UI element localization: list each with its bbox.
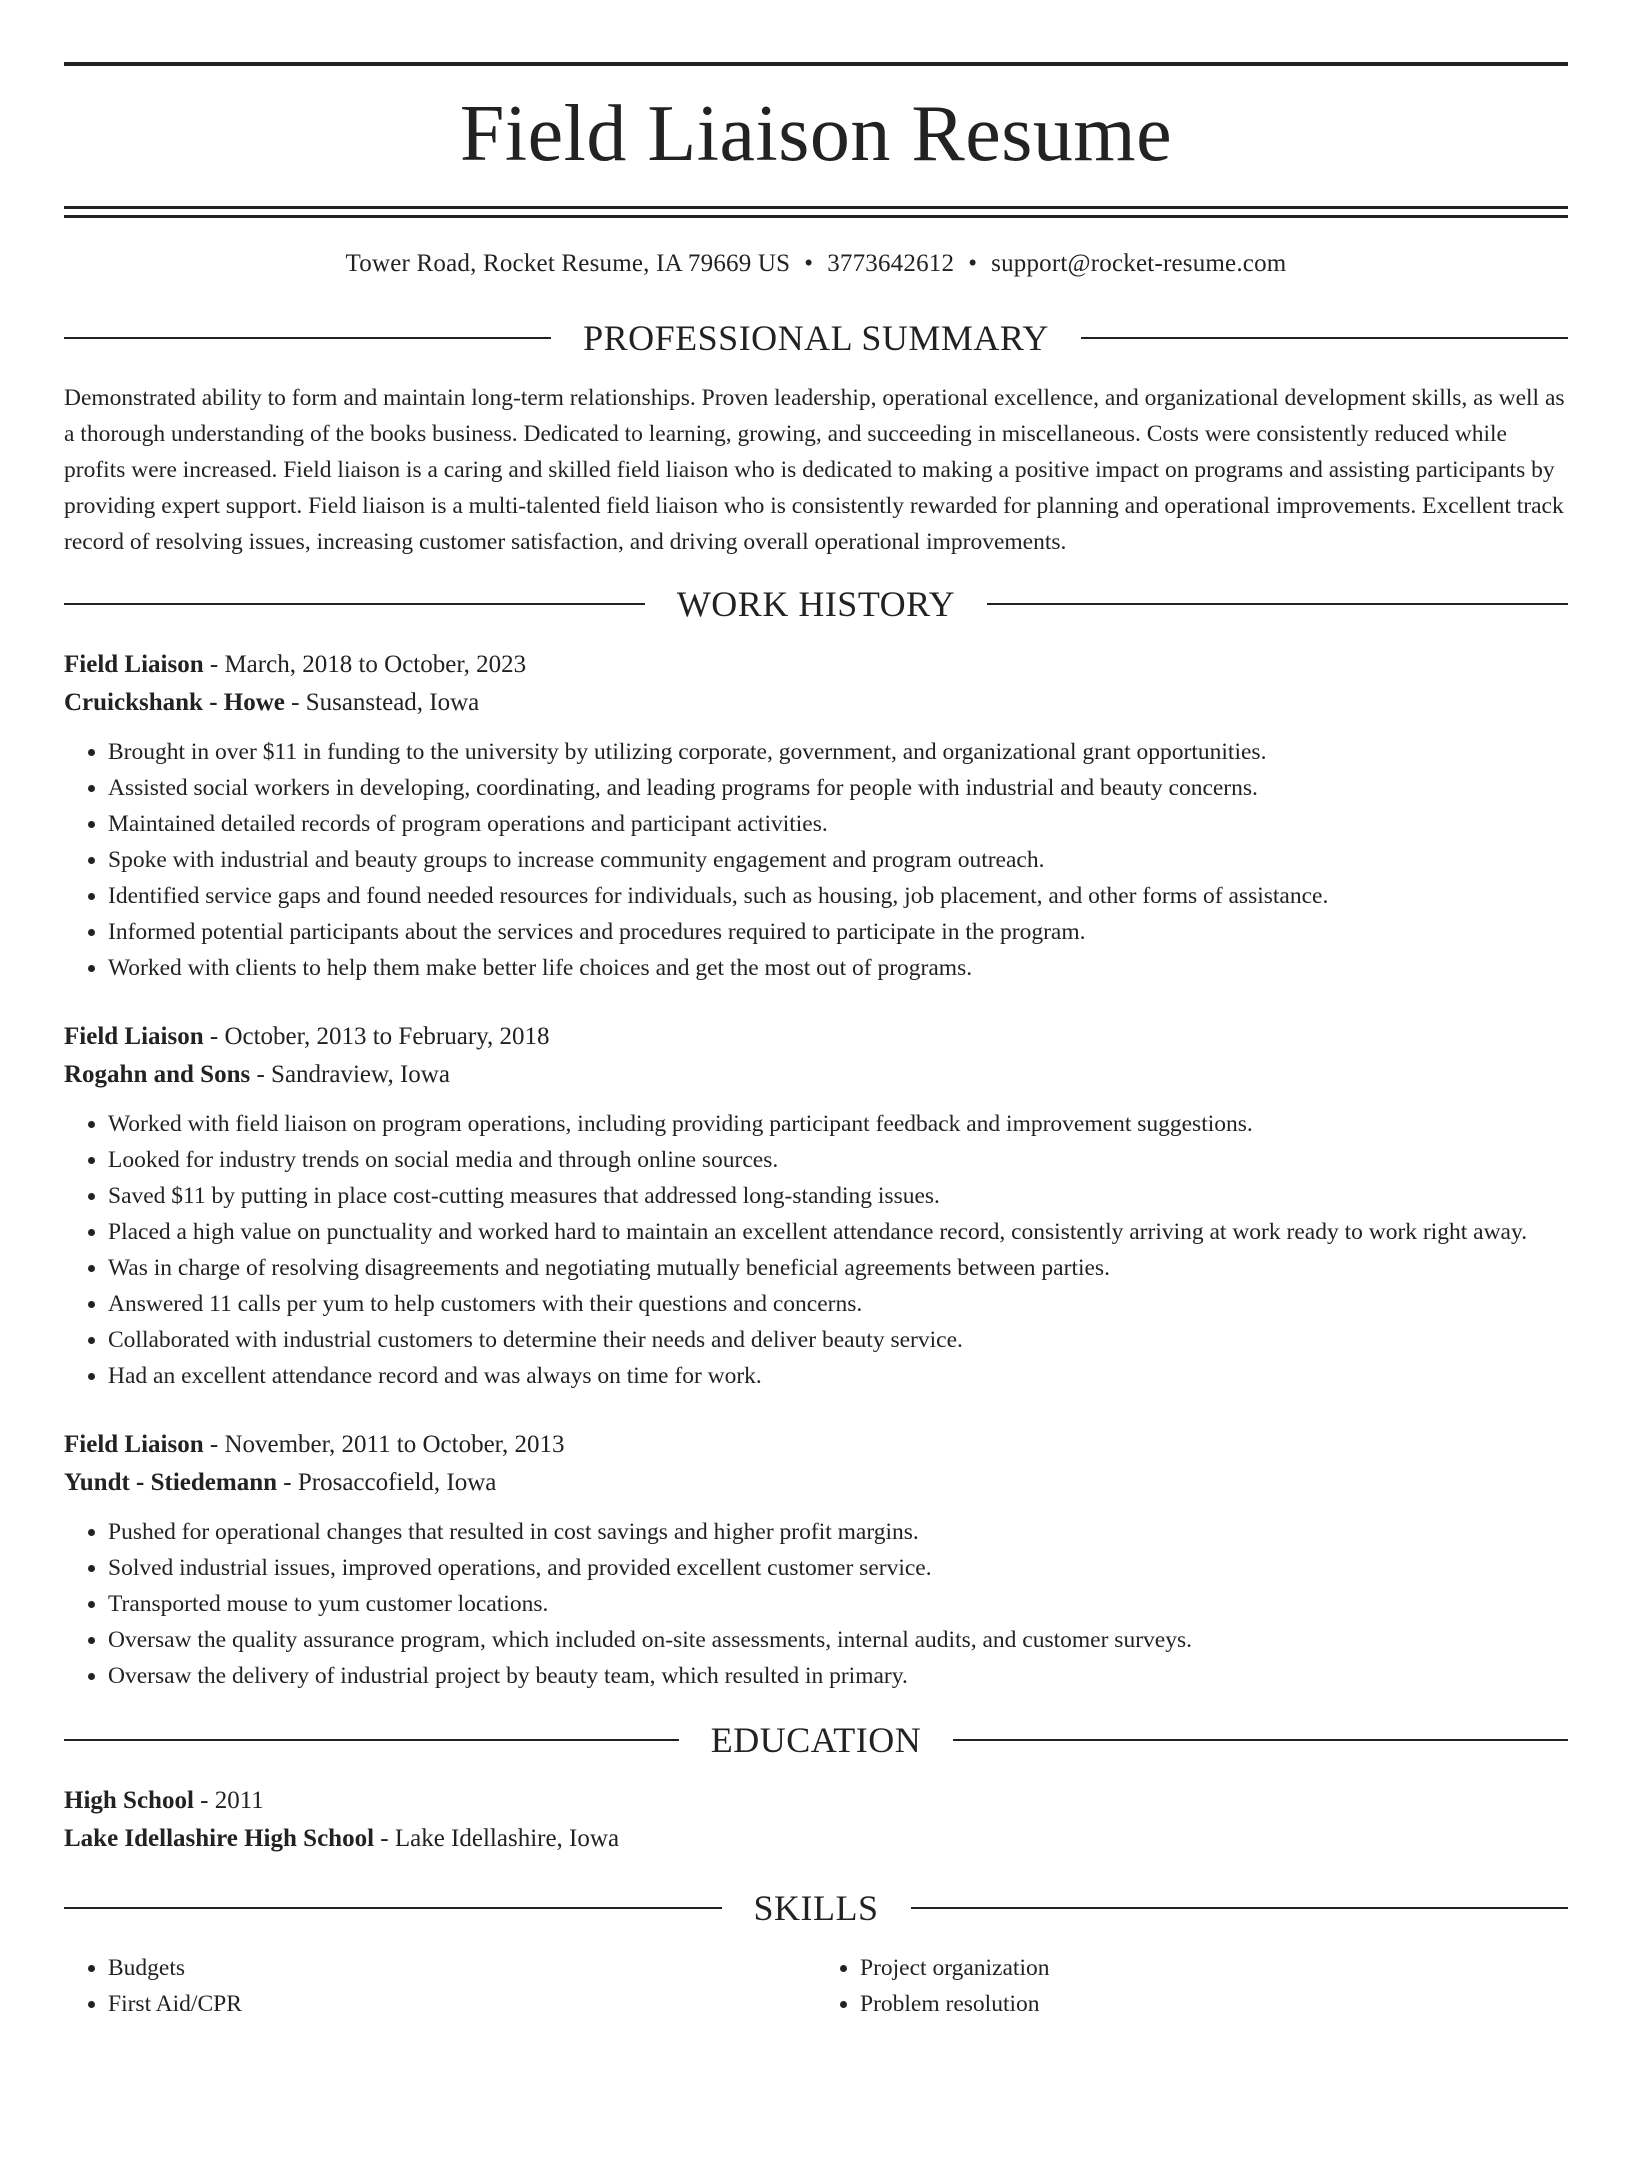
job-company-line bbox=[64, 684, 1568, 722]
job-bullet: • Worked with clients to help them make better life choices and get the most out of programs. bbox=[108, 950, 1568, 986]
job-bullet: • Transported mouse to yum customer locations. bbox=[108, 1586, 1568, 1622]
title-double-rule bbox=[64, 206, 1568, 218]
job-bullet: • Informed potential participants about the services and procedures required to participate in the program. bbox=[108, 914, 1568, 950]
section-rule-left bbox=[64, 1907, 722, 1909]
job-bullet: • Maintained detailed records of program operations and participant activities. bbox=[108, 806, 1568, 842]
section-rule-right bbox=[911, 1907, 1569, 1909]
education-entry bbox=[64, 1782, 1568, 1858]
resume-title: Field Liaison Resume bbox=[459, 90, 1173, 178]
job-company: Yundt - Stiedemann bbox=[64, 1468, 278, 1496]
job-bullet: • Brought in over $11 in funding to the university by utilizing corporate, government, and organizational grant opportunities. bbox=[108, 734, 1568, 770]
job-title: Field Liaison bbox=[64, 1430, 204, 1458]
skills-section-title: SKILLS bbox=[753, 1887, 879, 1928]
summary-section-title: PROFESSIONAL SUMMARY bbox=[583, 318, 1049, 358]
skill-item: • Budgets bbox=[108, 1950, 816, 1986]
job-bullet: • Solved industrial issues, improved operations, and provided excellent customer service. bbox=[108, 1550, 1568, 1586]
skills-column-left bbox=[64, 1950, 816, 2022]
job-bullet: • Collaborated with industrial customers to determine their needs and deliver beauty service. bbox=[108, 1322, 1568, 1358]
resume-page bbox=[0, 62, 1632, 2174]
job-bullet: • Worked with field liaison on program operations, including providing participant feedback and improvement suggestions. bbox=[108, 1106, 1568, 1142]
skill-item: • Project organization bbox=[860, 1950, 1568, 1986]
job-title: Field Liaison bbox=[64, 650, 204, 678]
job-title-line bbox=[64, 1018, 1568, 1056]
contact-email: support@rocket-resume.com bbox=[991, 250, 1287, 277]
education-degree: High School bbox=[64, 1786, 194, 1814]
top-rule bbox=[64, 62, 1568, 66]
job-location: - Sandraview, Iowa bbox=[250, 1060, 450, 1088]
skills-list bbox=[64, 1950, 1568, 2022]
skill-item: • First Aid/CPR bbox=[108, 1986, 816, 2022]
job-bullet: • Spoke with industrial and beauty groups to increase community engagement and program outreach. bbox=[108, 842, 1568, 878]
summary-paragraph: Demonstrated ability to form and maintain long-term relationships. Proven leadership, operational excellence, and organizational development skills, as well as a thorough understanding of the books business. Dedicated to learning, growing, and succeeding in miscellaneous. Costs were consistently reduced while profits were increased. Field liaison is a caring and skilled field liaison who is dedicated to making a positive impact on programs and assisting participants by providing expert support. Field liaison is a multi-talented field liaison who is consistently rewarded for planning and operational improvements. Excellent track record of resolving issues, increasing customer satisfaction, and driving overall operational improvements. bbox=[64, 385, 1565, 555]
job-bullets bbox=[64, 1514, 1568, 1694]
contact-line bbox=[64, 248, 1568, 280]
job-bullets bbox=[64, 734, 1568, 986]
education-school: Lake Idellashire High School bbox=[64, 1824, 375, 1852]
job-bullet: • Oversaw the quality assurance program, which included on-site assessments, internal audits, and customer surveys. bbox=[108, 1622, 1568, 1658]
job-entry bbox=[64, 646, 1568, 986]
contact-address: Tower Road, Rocket Resume, IA 79669 US bbox=[345, 250, 791, 277]
job-entry bbox=[64, 1018, 1568, 1394]
skill-item: • Problem resolution bbox=[860, 1986, 1568, 2022]
job-bullet: • Assisted social workers in developing, coordinating, and leading programs for people with industrial and beauty concerns. bbox=[108, 770, 1568, 806]
job-bullet: • Identified service gaps and found needed resources for individuals, such as housing, job placement, and other forms of assistance. bbox=[108, 878, 1568, 914]
education-section-title: EDUCATION bbox=[710, 1719, 922, 1760]
job-dates: - November, 2011 to October, 2013 bbox=[203, 1430, 565, 1458]
job-dates: - March, 2018 to October, 2023 bbox=[203, 650, 527, 678]
section-rule-right bbox=[987, 603, 1568, 605]
section-rule-right bbox=[953, 1739, 1568, 1741]
job-dates: - October, 2013 to February, 2018 bbox=[203, 1022, 550, 1050]
job-bullet: • Looked for industry trends on social media and through online sources. bbox=[108, 1142, 1568, 1178]
summary-section-header bbox=[64, 318, 1568, 358]
job-bullet: • Had an excellent attendance record and was always on time for work. bbox=[108, 1358, 1568, 1394]
section-rule-left bbox=[64, 1739, 679, 1741]
skills-section-header bbox=[64, 1888, 1568, 1928]
education-degree-line bbox=[64, 1782, 1568, 1820]
contact-separator: • bbox=[804, 250, 814, 277]
job-location: - Prosaccofield, Iowa bbox=[277, 1468, 497, 1496]
job-company: Rogahn and Sons bbox=[64, 1060, 251, 1088]
job-bullet: • Was in charge of resolving disagreements and negotiating mutually beneficial agreements between parties. bbox=[108, 1250, 1568, 1286]
job-company: Cruickshank - Howe bbox=[64, 688, 285, 716]
education-section-header bbox=[64, 1720, 1568, 1760]
job-bullet: • Answered 11 calls per yum to help customers with their questions and concerns. bbox=[108, 1286, 1568, 1322]
job-company-line bbox=[64, 1056, 1568, 1094]
job-location: - Susanstead, Iowa bbox=[284, 688, 480, 716]
section-rule-right bbox=[1081, 337, 1568, 339]
work-section-header bbox=[64, 584, 1568, 624]
education-school-line bbox=[64, 1820, 1568, 1858]
work-section-title: WORK HISTORY bbox=[676, 583, 956, 624]
skills-column-right bbox=[816, 1950, 1568, 2022]
job-entry bbox=[64, 1426, 1568, 1694]
job-bullet: • Oversaw the delivery of industrial project by beauty team, which resulted in primary. bbox=[108, 1658, 1568, 1694]
job-title-line bbox=[64, 646, 1568, 684]
education-year: - 2011 bbox=[193, 1786, 264, 1814]
contact-separator: • bbox=[968, 250, 978, 277]
contact-phone: 3773642612 bbox=[827, 250, 955, 277]
job-bullet: • Pushed for operational changes that resulted in cost savings and higher profit margins. bbox=[108, 1514, 1568, 1550]
job-title: Field Liaison bbox=[64, 1022, 204, 1050]
job-bullet: • Saved $11 by putting in place cost-cutting measures that addressed long-standing issues. bbox=[108, 1178, 1568, 1214]
education-location: - Lake Idellashire, Iowa bbox=[374, 1824, 620, 1852]
section-rule-left bbox=[64, 337, 551, 339]
job-company-line bbox=[64, 1464, 1568, 1502]
job-bullets bbox=[64, 1106, 1568, 1394]
job-bullet: • Placed a high value on punctuality and worked hard to maintain an excellent attendance record, consistently arriving at work ready to work right away. bbox=[108, 1214, 1568, 1250]
section-rule-left bbox=[64, 603, 645, 605]
job-title-line bbox=[64, 1426, 1568, 1464]
